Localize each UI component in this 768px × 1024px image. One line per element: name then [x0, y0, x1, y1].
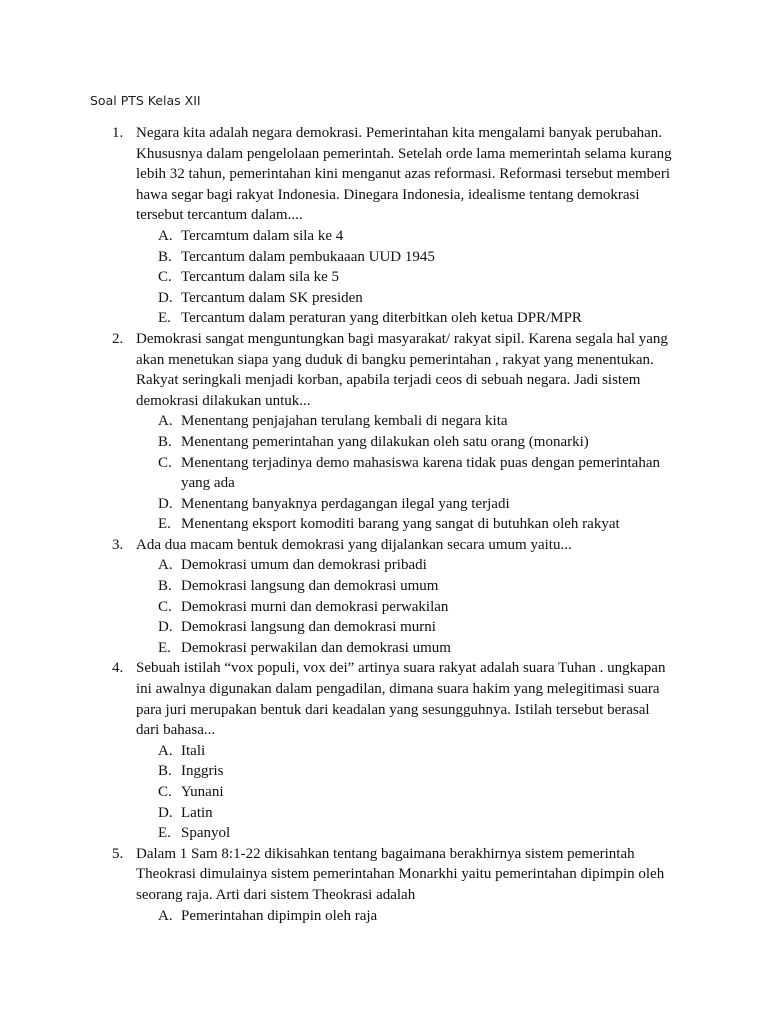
document-title: Soal PTS Kelas XII [90, 93, 201, 108]
option-text: Demokrasi langsung dan demokrasi murni [181, 619, 436, 636]
question-4-option-e [0, 823, 768, 844]
option-letter: A. [158, 227, 173, 244]
question-3-option-c [0, 597, 768, 618]
option-text: Inggris [181, 763, 224, 780]
option-text: Tercantum dalam peraturan yang diterbitkan oleh ketua DPR/MPR [181, 310, 582, 327]
option-text: Tercantum dalam pembukaaan UUD 1945 [181, 248, 435, 265]
question-text: Sebuah istilah “vox populi, vox dei” artinya suara rakyat adalah suara Tuhan . ungkapan ini awalnya digunakan dalam pengadilan, dimana suara hakim yang melegitimasi suara para juri merupakan bentuk dari keadalan yang sesungguhnya. Istilah tersebut berasal dari bahasa... [136, 660, 666, 739]
question-number: 5. [112, 845, 124, 862]
question-text: Dalam 1 Sam 8:1-22 dikisahkan tentang bagaimana berakhirnya sistem pemerintah Theokrasi dimulainya sistem pemerintahan Monarkhi yaitu pemerintahan dipimpin oleh seorang raja. Arti dari sistem Theokrasi adalah [136, 845, 665, 903]
option-letter: B. [158, 433, 172, 450]
question-1-option-d [0, 288, 768, 309]
option-text: Latin [181, 804, 213, 821]
question-number: 3. [112, 536, 124, 553]
option-text: Pemerintahan dipimpin oleh raja [181, 907, 378, 924]
option-text: Menentang pemerintahan yang dilakukan oleh satu orang (monarki) [181, 433, 589, 450]
option-text: Menentang eksport komoditi barang yang sangat di butuhkan oleh rakyat [181, 516, 620, 533]
option-letter: B. [158, 248, 172, 265]
question-number: 2. [112, 330, 124, 347]
option-letter: E. [158, 516, 171, 533]
option-text: Demokrasi umum dan demokrasi pribadi [181, 557, 427, 574]
option-text: Menentang penjajahan terulang kembali di negara kita [181, 413, 508, 430]
question-text: Demokrasi sangat menguntungkan bagi masyarakat/ rakyat sipil. Karena segala hal yang akan menetukan siapa yang duduk di bangku pemerintahan , rakyat yang menentukan. Rakyat seringkali menjadi korban, apabila terjadi ceos di sebuah negara. Jadi sistem demokrasi dilakukan untuk... [136, 330, 668, 409]
question-1-option-e [0, 308, 768, 329]
option-text: Menentang terjadinya demo mahasiswa karena tidak puas dengan pemerintahan yang ada [181, 454, 660, 492]
option-text: Itali [181, 742, 206, 759]
question-4-option-c [0, 782, 768, 803]
question-2-option-d [0, 494, 768, 515]
option-letter: A. [158, 742, 173, 759]
question-1-option-c [0, 267, 768, 288]
option-text: Yunani [181, 784, 224, 800]
question-1-option-a [0, 226, 768, 247]
question-4-option-d [0, 803, 768, 824]
option-letter: B. [158, 763, 172, 780]
question-1 [0, 123, 768, 226]
option-text: Tercamtum dalam sila ke 4 [181, 227, 344, 244]
option-text: Demokrasi langsung dan demokrasi umum [181, 578, 439, 595]
question-5 [0, 844, 768, 906]
option-letter: D. [158, 804, 173, 821]
question-list [0, 123, 768, 926]
question-2-option-a [0, 411, 768, 432]
question-text: Ada dua macam bentuk demokrasi yang dijalankan secara umum yaitu... [136, 536, 572, 553]
question-number: 4. [112, 660, 124, 677]
question-3-option-d [0, 617, 768, 638]
option-letter: E. [158, 825, 171, 842]
option-letter: C. [158, 269, 172, 286]
question-4 [0, 658, 768, 740]
question-3-option-b [0, 576, 768, 597]
option-letter: C. [158, 598, 172, 615]
option-letter: C. [158, 454, 172, 471]
question-2 [0, 329, 768, 411]
option-letter: A. [158, 907, 173, 924]
question-5-option-a [0, 906, 768, 927]
option-text: Demokrasi murni dan demokrasi perwakilan [181, 598, 449, 615]
question-3-option-e [0, 638, 768, 659]
option-letter: C. [158, 784, 172, 800]
question-number: 1. [112, 125, 124, 141]
question-2-option-c [0, 453, 768, 494]
question-2-option-b [0, 432, 768, 453]
option-text: Menentang banyaknya perdagangan ilegal yang terjadi [181, 495, 510, 512]
option-letter: A. [158, 557, 173, 574]
option-text: Tercantum dalam sila ke 5 [181, 269, 340, 286]
option-letter: E. [158, 310, 171, 327]
option-text: Tercantum dalam SK presiden [181, 289, 363, 306]
question-3-option-a [0, 555, 768, 576]
question-3 [0, 535, 768, 556]
question-2-option-e [0, 514, 768, 535]
option-letter: E. [158, 639, 171, 656]
question-text: Negara kita adalah negara demokrasi. Pemerintahan kita mengalami banyak perubahan. Khususnya dalam pengelolaan pemerintah. Setelah orde lama memerintah selama kurang lebih 32 tahun, pemerintahan kini menganut azas reformasi. Reformasi tersebut memberi hawa segar bagi rakyat Indonesia. Dinegara Indonesia, idealisme tentang demokrasi tersebut tercantum dalam.... [136, 125, 672, 224]
option-letter: D. [158, 289, 173, 306]
option-text: Spanyol [181, 825, 231, 842]
option-letter: B. [158, 578, 172, 595]
question-4-option-a [0, 741, 768, 762]
question-1-option-b [0, 247, 768, 268]
option-letter: D. [158, 495, 173, 512]
option-letter: A. [158, 413, 173, 430]
option-text: Demokrasi perwakilan dan demokrasi umum [181, 639, 451, 656]
question-4-option-b [0, 761, 768, 782]
option-letter: D. [158, 619, 173, 636]
